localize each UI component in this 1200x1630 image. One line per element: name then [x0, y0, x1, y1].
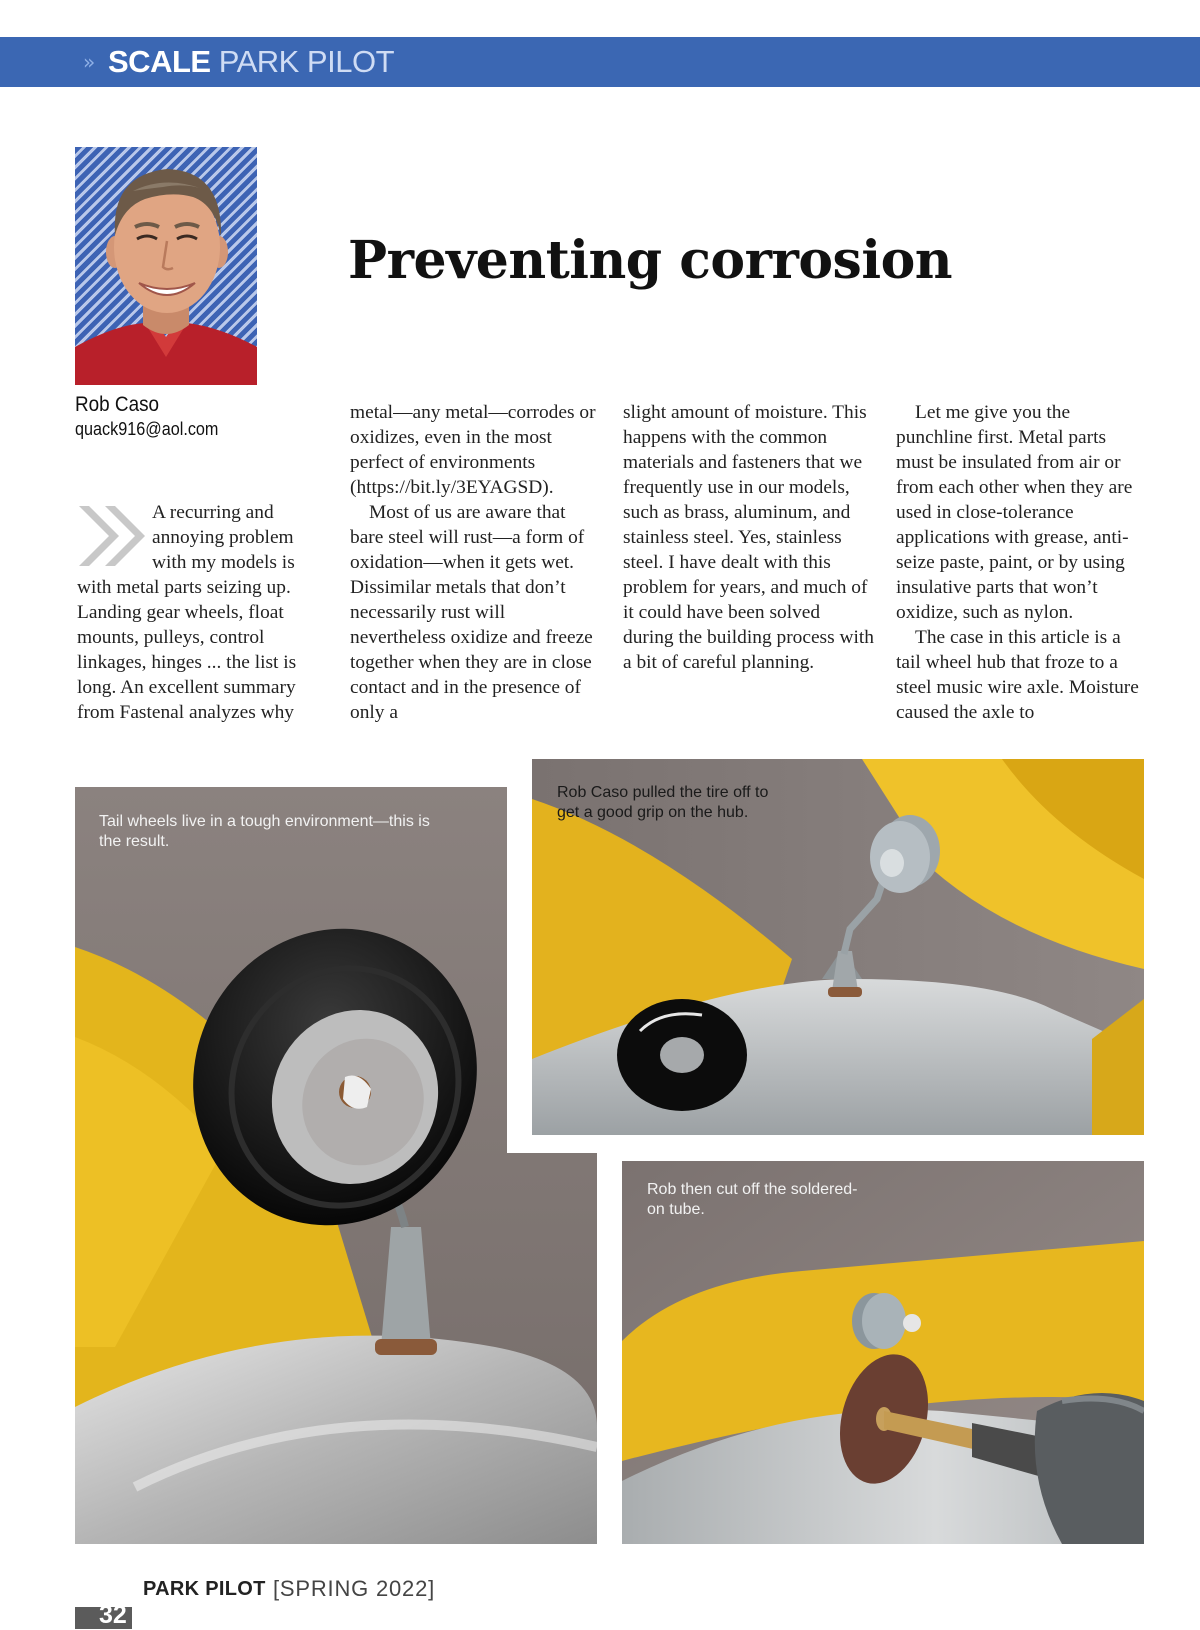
drop-chevron-icon: [77, 500, 152, 572]
article-column-2: [350, 400, 602, 725]
photo-tail-wheel: [75, 787, 597, 1544]
section-title-park-pilot: PARK PILOT: [218, 44, 395, 79]
page-number-block: [75, 1601, 132, 1629]
footer-magazine-name: PARK PILOT: [143, 1578, 266, 1600]
header-chevron-icon: »: [83, 50, 92, 74]
article-title: Preventing corrosion: [348, 230, 953, 291]
article-column-4: [896, 400, 1148, 725]
photo-hub-tire-removed: [532, 759, 1144, 1135]
footer-issue: [SPRING 2022]: [273, 1576, 436, 1601]
article-paragraph: A recurring and annoying problem with my models is with metal parts seizing up. Landing gear wheels, float mounts, pulleys, control linkages, hinges ... the list is long. An excellent summary from Fastenal analyzes why: [77, 502, 297, 723]
section-header-bar: [0, 37, 1200, 87]
author-email: quack916@aol.com: [75, 419, 219, 439]
article-paragraph: slight amount of moisture. This happens with the common materials and fasteners that we frequently use in our models, such as brass, aluminum, and stainless steel. Yes, stainless steel. I have dealt with this problem for years, and much of it could have been solved during the building process with a bit of careful planning.: [623, 402, 874, 673]
article-paragraph: The case in this article is a tail wheel hub that froze to a steel music wire axle. Moisture caused the axle to: [896, 627, 1139, 723]
photo-cutting-tube: [622, 1161, 1144, 1544]
article-paragraph: Most of us are aware that bare steel will rust—a form of oxidation—when it gets wet. Dissimilar metals that don’t necessarily rust will nevertheless oxidize and freeze together when they are in close contact and in the presence of only a: [350, 502, 593, 723]
article-column-1: [77, 500, 321, 725]
section-title-scale: SCALE: [108, 44, 211, 79]
article-paragraph: metal—any metal—corrodes or oxidizes, even in the most perfect of environments (https://bit.ly/3EYAGSD).: [350, 402, 596, 498]
photo-caption: Rob Caso pulled the tire off to get a good grip on the hub.: [557, 784, 769, 821]
photo-caption: Tail wheels live in a tough environment—this is the result.: [99, 813, 430, 850]
section-title: [108, 43, 394, 81]
author-name: Rob Caso: [75, 393, 160, 416]
page-number: 32: [99, 1601, 127, 1629]
article-paragraph: Let me give you the punchline first. Metal parts must be insulated from air or from each other when they are used in close-tolerance applications with grease, anti-seize paste, paint, or by using insulative parts that won’t oxidize, such as nylon.: [896, 402, 1133, 623]
photo-caption: Rob then cut off the soldered-on tube.: [647, 1181, 858, 1218]
article-column-3: [623, 400, 875, 675]
author-photo: [75, 147, 257, 385]
